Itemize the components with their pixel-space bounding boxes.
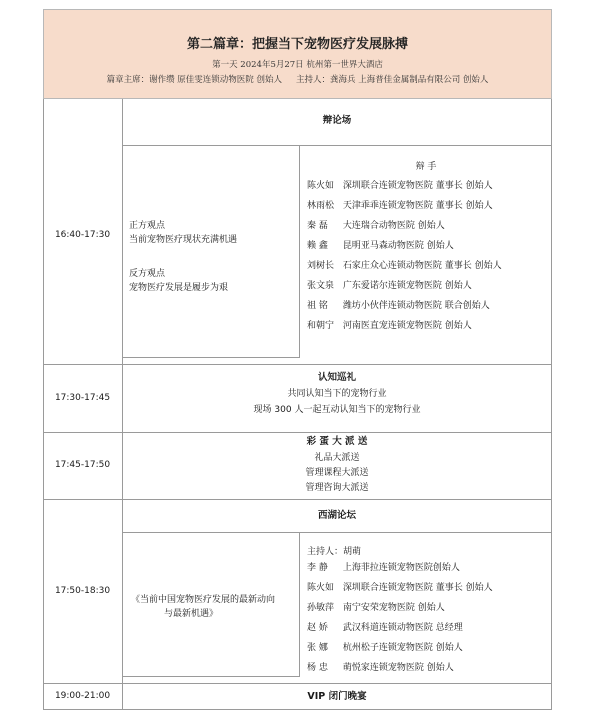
- date-venue: 第一天 2024年5月27日 杭州第一世界大酒店: [212, 60, 383, 70]
- pro-text: 当前宠物医疗现状充满机遇: [129, 235, 238, 245]
- list-item: [307, 558, 493, 578]
- debater-org: 深圳联合连锁宠物医院 董事长 创始人: [342, 181, 493, 191]
- list-item: [307, 296, 502, 316]
- cell-divider: [122, 357, 300, 358]
- panelist-name: 张 娜: [307, 643, 328, 653]
- debater-org: 昆明亚马森动物医院 创始人: [342, 241, 454, 251]
- egg-item: 管理咨询大派送: [305, 483, 369, 493]
- debater-name: 刘树长: [307, 261, 335, 271]
- cell-divider: [299, 145, 300, 358]
- debater-name: 赖 鑫: [307, 241, 328, 251]
- list-item: [307, 638, 493, 658]
- chapter-header: [43, 9, 552, 99]
- hosts-line: [44, 73, 551, 85]
- time-slot: 17:30-17:45: [54, 393, 111, 403]
- section-title-vip: VIP 闭门晚宴: [307, 691, 367, 702]
- debater-org: 广东爱诺尔连锁宠物医院 创始人: [342, 281, 472, 291]
- egg-item: 管理课程大派送: [305, 468, 369, 478]
- debater-org: 潍坊小伙伴连锁动物医院 联合创始人: [342, 301, 490, 311]
- row-divider: [43, 364, 552, 365]
- debater-org: 石家庄众心连锁动物医院 董事长 创始人: [342, 261, 502, 271]
- panelist-name: 陈火如: [307, 583, 335, 593]
- time-slot: 17:45-17:50: [54, 460, 111, 470]
- row-divider: [43, 432, 552, 433]
- panelist-org: 上海菲拉连锁宠物医院创始人: [342, 563, 460, 573]
- egg-item: 礼品大派送: [314, 453, 360, 463]
- debater-org: 天津乖乖连锁宠物医院 董事长 创始人: [342, 201, 493, 211]
- section-title-forum: 西湖论坛: [317, 510, 356, 521]
- cell-divider: [122, 676, 300, 677]
- section-title-tour: 认知巡礼: [317, 372, 356, 383]
- debater-name: 祖 铭: [307, 301, 328, 311]
- time-slot: 17:50-18:30: [54, 586, 111, 596]
- list-item: [307, 316, 502, 336]
- section-title-debate: 辩论场: [322, 115, 352, 126]
- cell-divider: [299, 532, 300, 677]
- list-item: [307, 176, 502, 196]
- list-item: [307, 256, 502, 276]
- list-item: [307, 618, 493, 638]
- forum-topic-line-2: 与最新机遇》: [164, 609, 219, 619]
- row-divider: [122, 532, 552, 533]
- debaters-list: [307, 176, 502, 336]
- chapter-host: 篇章主席：谢作缵 原佳雯连锁动物医院 创始人: [106, 75, 282, 85]
- list-item: [307, 276, 502, 296]
- table-border-left: [43, 99, 44, 710]
- panelist-name: 李 静: [307, 563, 328, 573]
- chapter-title: 第二篇章：把握当下宠物医疗发展脉搏: [186, 37, 408, 52]
- panelist-name: 赵 娇: [307, 623, 328, 633]
- panelist-org: 南宁安荣宠物医院 创始人: [342, 603, 445, 613]
- row-divider: [122, 145, 552, 146]
- tour-line-2: 现场 300 人一起互动认知当下的宠物行业: [253, 405, 421, 415]
- panelist-org: 武汉科道连锁动物医院 总经理: [342, 623, 463, 633]
- row-divider: [43, 499, 552, 500]
- con-label: 反方观点: [129, 269, 166, 279]
- list-item: [307, 196, 502, 216]
- moderator: 主持人：龚海兵 上海普佳金属制品有限公司 创始人: [296, 75, 489, 85]
- agenda-page: [43, 9, 553, 709]
- debater-org: 河南医直宠连锁宠物医院 创始人: [342, 321, 472, 331]
- debater-name: 张文泉: [307, 281, 335, 291]
- list-item: [307, 236, 502, 256]
- time-slot: 16:40-17:30: [54, 230, 111, 240]
- debater-name: 和朝宁: [307, 321, 335, 331]
- list-item: [307, 578, 493, 598]
- panelist-org: 萌悦家连锁宠物医院 创始人: [342, 663, 454, 673]
- debater-name: 林雨松: [307, 201, 335, 211]
- debater-org: 大连瑞合动物医院 创始人: [342, 221, 445, 231]
- debater-name: 秦 磊: [307, 221, 328, 231]
- con-text: 宠物医疗发展是履步为艰: [129, 283, 229, 293]
- time-slot: 19:00-21:00: [54, 691, 111, 701]
- section-title-egg: 彩 蛋 大 派 送: [306, 436, 368, 447]
- schedule-table: [43, 99, 552, 710]
- panelist-name: 杨 忠: [307, 663, 328, 673]
- panelists-list: [307, 558, 493, 678]
- panelist-name: 孙敏萍: [307, 603, 335, 613]
- panelist-org: 深圳联合连锁宠物医院 董事长 创始人: [342, 583, 493, 593]
- list-item: [307, 598, 493, 618]
- pro-label: 正方观点: [129, 221, 166, 231]
- row-divider: [43, 683, 552, 684]
- list-item: [307, 216, 502, 236]
- tour-line-1: 共同认知当下的宠物行业: [287, 389, 387, 399]
- debater-name: 陈火如: [307, 181, 335, 191]
- table-border-bottom: [43, 709, 552, 710]
- list-item: [307, 658, 493, 678]
- debaters-heading: 辩 手: [415, 162, 437, 172]
- forum-topic-line-1: 《当前中国宠物医疗发展的最新动向: [131, 595, 276, 605]
- panelist-org: 杭州松子连锁宠物医院 创始人: [342, 643, 463, 653]
- forum-host: 主持人：胡萌: [307, 547, 362, 557]
